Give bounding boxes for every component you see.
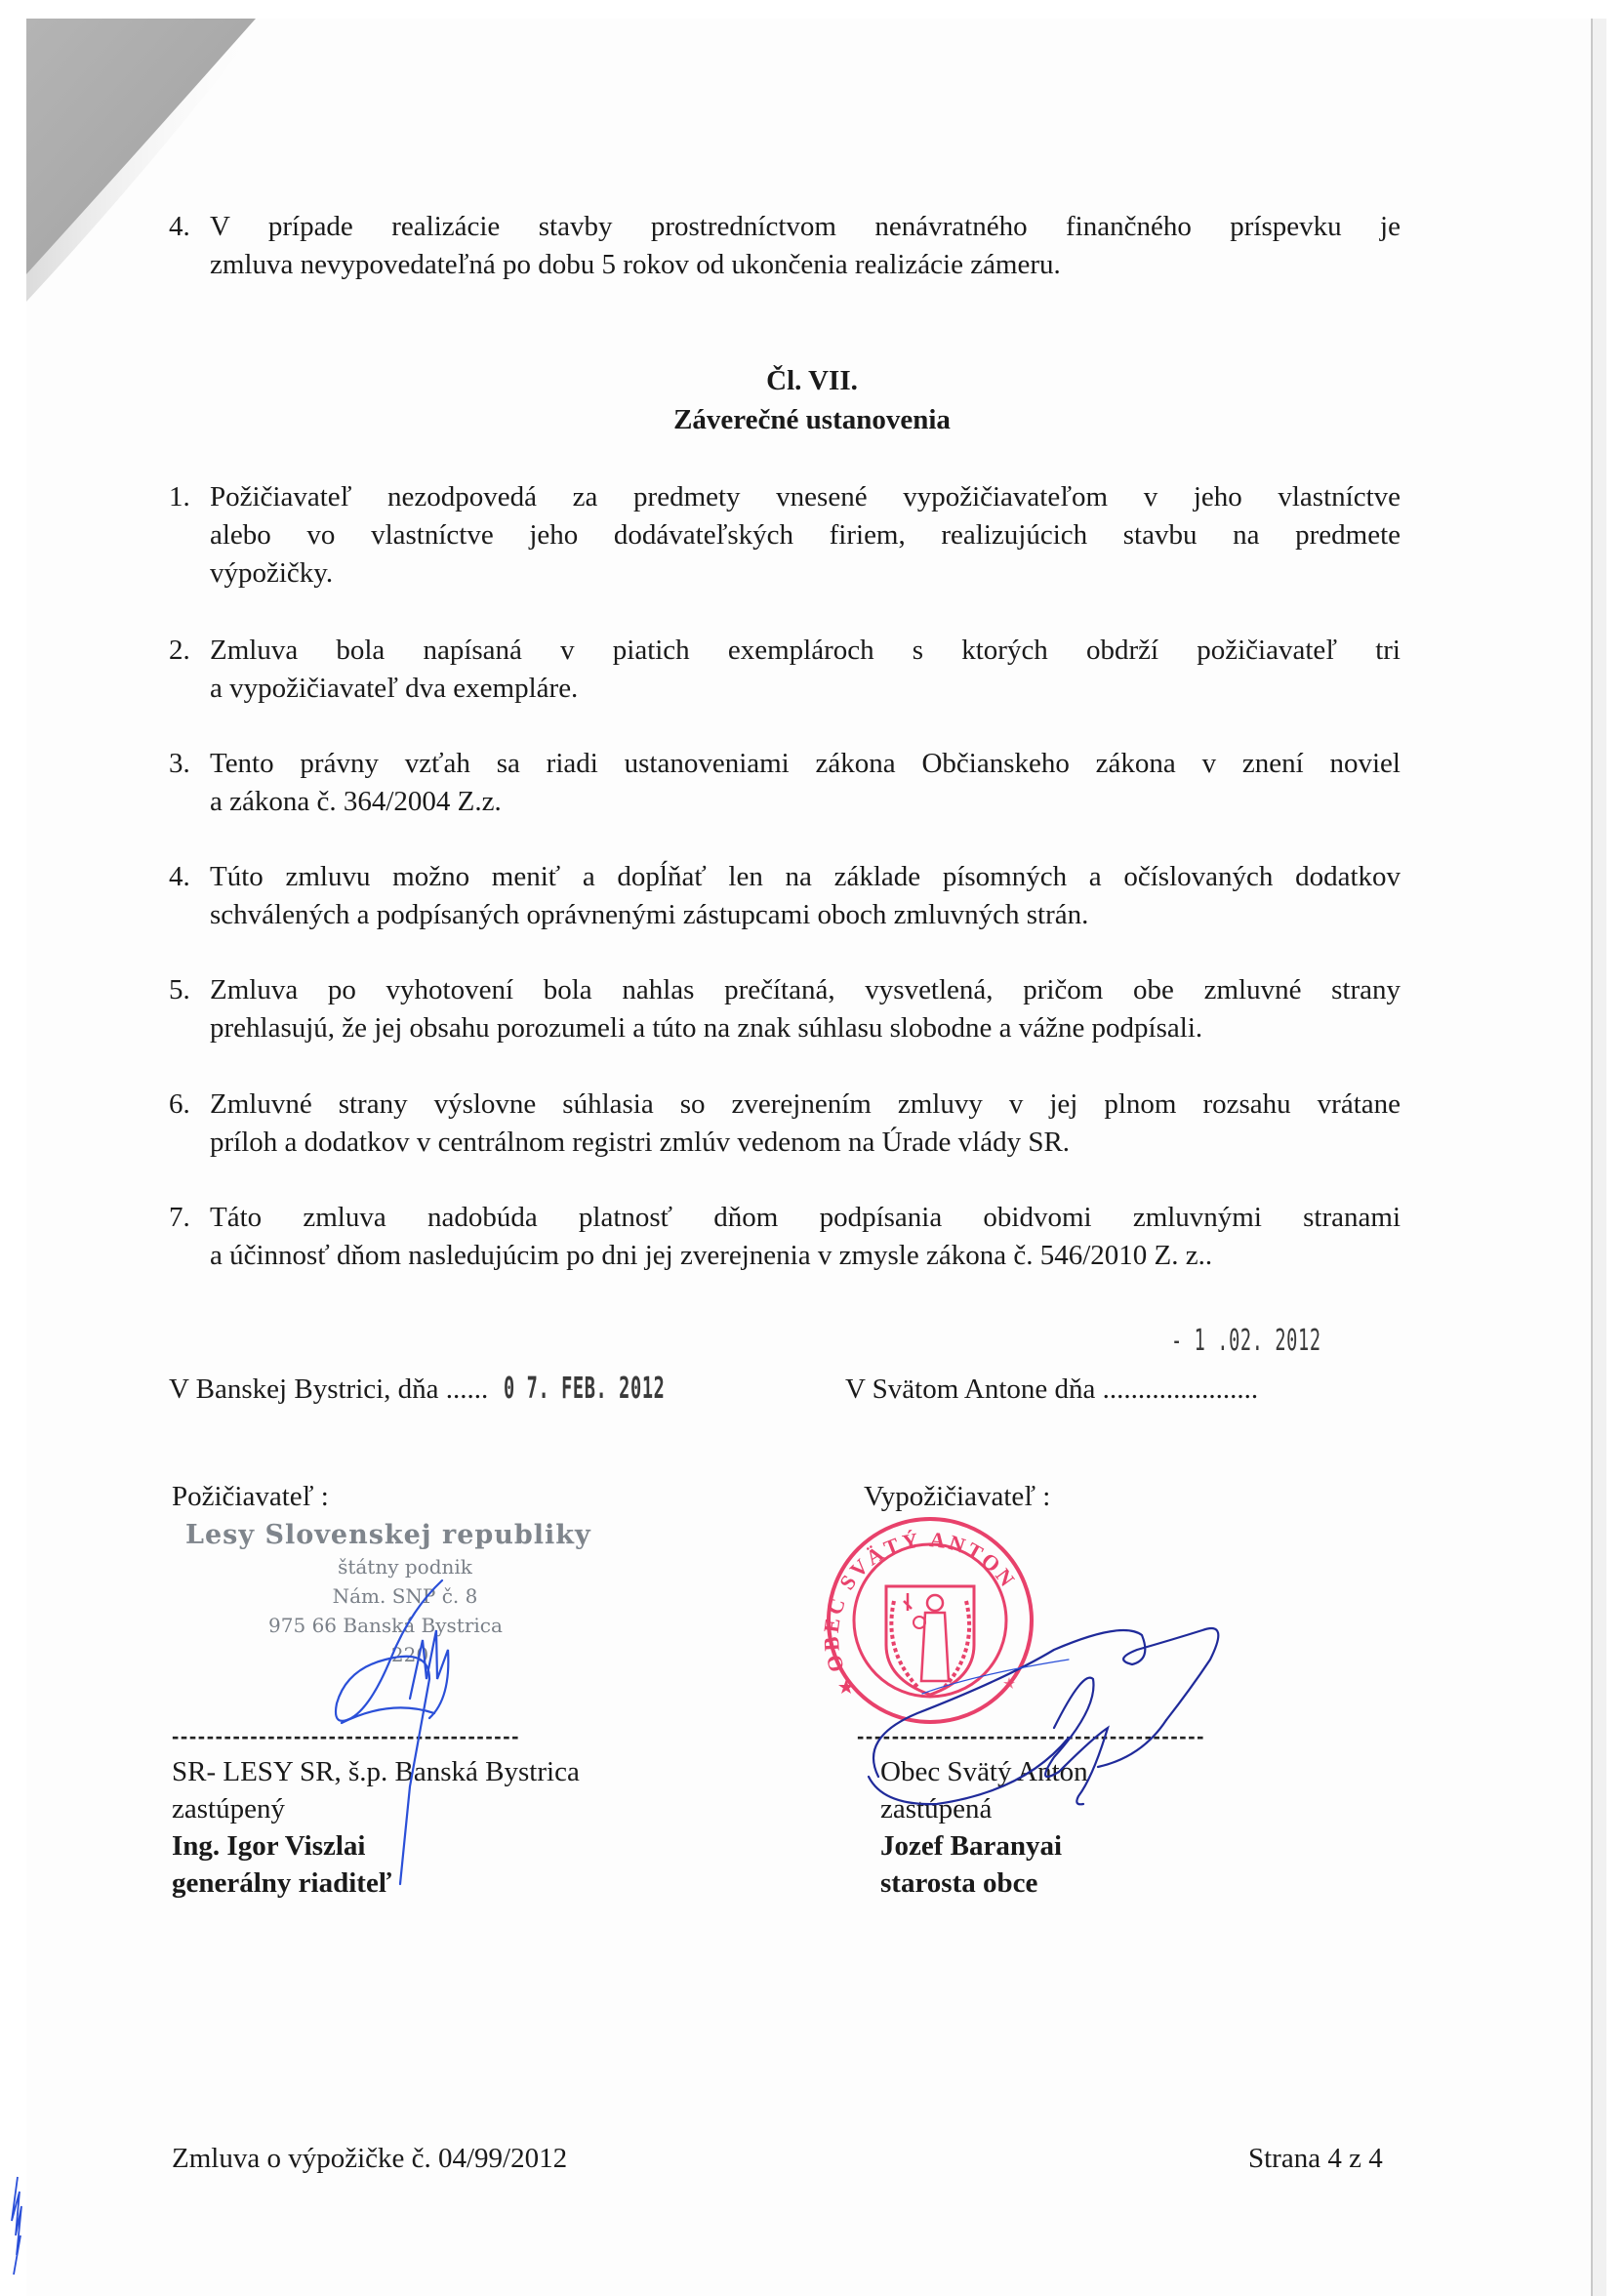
lender-represented: zastúpený: [172, 1793, 285, 1824]
lender-label: Požičiavateľ :: [172, 1481, 329, 1512]
paragraph-item: [169, 208, 1401, 284]
place-date-right: V Svätom Antone dňa ......................: [845, 1374, 1259, 1405]
paragraph-item: [169, 1086, 1401, 1162]
footer-page-number: Strana 4 z 4: [1248, 2143, 1383, 2174]
company-stamp-line: Nám. SNP č. 8: [332, 1584, 478, 1608]
lender-signatory-name: Ing. Igor Viszlai: [172, 1830, 366, 1862]
borrower-signatory-title: starosta obce: [880, 1867, 1038, 1899]
item-line: Túto zmluvu možno meniť a dopĺňať len na základe písomných a očíslovaných dodatkov: [210, 861, 1401, 892]
item-number: 6.: [169, 1088, 190, 1120]
item-line: Zmluvné strany výslovne súhlasia so zverejnením zmluvy v jej plnom rozsahu vrátane: [210, 1088, 1401, 1120]
seal-text-path: OBEC SVÄTÝ ANTON: [818, 1527, 1022, 1675]
item-number: 7.: [169, 1202, 190, 1233]
borrower-party: Obec Svätý Anton: [880, 1756, 1088, 1787]
item-line: Požičiavateľ nezodpovedá za predmety vnesené vypožičiavateľom v jeho vlastníctve: [210, 481, 1401, 512]
item-number: 2.: [169, 635, 190, 666]
paragraph-item: [169, 971, 1401, 1047]
paragraph-item: [169, 478, 1401, 593]
item-line: Zmluva po vyhotovení bola nahlas prečítaná, vysvetlená, pričom obe zmluvné strany: [210, 974, 1401, 1005]
lender-party: SR- LESY SR, š.p. Banská Bystrica: [172, 1756, 580, 1787]
item-line: prehlasujú, že jej obsahu porozumeli a túto na znak súhlasu slobodne a vážne podpísali.: [210, 1012, 1203, 1044]
margin-initials: [12, 2177, 21, 2275]
company-stamp-line: 975 66 Banská Bystrica: [268, 1614, 503, 1637]
item-line: alebo vo vlastníctve jeho dodávateľských firiem, realizujúcich stavbu na predmete: [210, 519, 1401, 551]
section-title: Záverečné ustanovenia: [673, 404, 951, 435]
paragraph-item: [169, 858, 1401, 934]
item-line: zmluva nevypovedateľná po dobu 5 rokov od ukončenia realizácie zámeru.: [210, 249, 1061, 280]
footer-document-number: Zmluva o výpožičke č. 04/99/2012: [172, 2143, 568, 2174]
item-number: 4.: [169, 211, 190, 242]
borrower-signatory-name: Jozef Baranyai: [880, 1830, 1063, 1862]
item-line: Tento právny vzťah sa riadi ustanoveniami zákona Občianskeho zákona v znení noviel: [210, 748, 1401, 779]
item-number: 3.: [169, 748, 190, 779]
company-stamp: [185, 1519, 591, 1669]
paragraph-item: [169, 632, 1401, 708]
item-number: 1.: [169, 481, 190, 512]
item-number: 4.: [169, 861, 190, 892]
company-stamp-line: štátny podnik: [338, 1555, 472, 1578]
item-number: 5.: [169, 974, 190, 1005]
item-line: výpožičky.: [210, 557, 334, 589]
place-date-left: V Banskej Bystrici, dňa ......: [169, 1374, 489, 1405]
paragraph-item: [169, 745, 1401, 821]
company-stamp-line: Lesy Slovenskej republiky: [185, 1520, 591, 1550]
borrower-represented: zastúpená: [880, 1793, 993, 1824]
page-edge-strip: [1593, 19, 1606, 2296]
item-line: a vypožičiavateľ dva exempláre.: [210, 673, 579, 704]
item-line: a zákona č. 364/2004 Z.z.: [210, 786, 502, 817]
signature-line-left: ----------------------------------------: [172, 1724, 521, 1748]
item-line: a účinnosť dňom nasledujúcim po dni jej zverejnenia v zmysle zákona č. 546/2010 Z. z..: [210, 1240, 1213, 1271]
item-line: Táto zmluva nadobúda platnosť dňom podpísania obidvomi zmluvnými stranami: [210, 1202, 1401, 1233]
company-stamp-line: 220: [390, 1643, 429, 1666]
item-line: V prípade realizácie stavby prostredníctvom nenávratného finančného príspevku je: [210, 211, 1401, 242]
signature-line-right: ----------------------------------------: [857, 1724, 1206, 1748]
item-line: Zmluva bola napísaná v piatich exemplároch s ktorých obdrží požičiavateľ tri: [210, 635, 1401, 666]
section-number: Čl. VII.: [766, 365, 858, 396]
date-stamp-right: - 1 .02. 2012: [1171, 1324, 1321, 1358]
borrower-label: Vypožičiavateľ :: [864, 1481, 1051, 1512]
date-stamp-left: 0 7. FEB. 2012: [504, 1372, 666, 1406]
item-line: príloh a dodatkov v centrálnom registri zmlúv vedenom na Úrade vlády SR.: [210, 1127, 1071, 1158]
paragraph-item: [169, 1199, 1401, 1275]
item-line: schválených a podpísaných oprávnenými zástupcami oboch zmluvných strán.: [210, 899, 1089, 930]
lender-signatory-title: generálny riaditeľ: [172, 1867, 392, 1899]
